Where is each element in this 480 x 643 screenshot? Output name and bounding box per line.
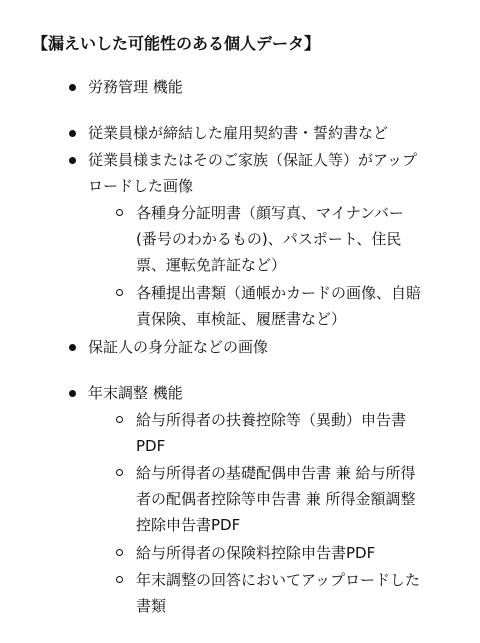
- list-item-line: 控除申告書PDF: [136, 516, 241, 534]
- list-item-line: 給与所得者の扶養控除等（異動）申告書: [136, 411, 407, 429]
- circle-bullet-icon: [116, 576, 123, 583]
- list-item-line: 給与所得者の保険料控除申告書PDF: [136, 544, 376, 562]
- circle-bullet-icon: [116, 289, 123, 296]
- list-item-labor-management: [88, 74, 183, 100]
- list-item-line: 責保険、車検証、履歴書など）: [136, 310, 347, 328]
- list-item-line: PDF: [136, 437, 166, 455]
- circle-bullet-icon: [116, 469, 123, 476]
- list-item-line: 年末調整 機能: [88, 384, 183, 402]
- circle-bullet-icon: [116, 549, 123, 556]
- list-item-line: 書類: [136, 597, 167, 615]
- list-item-line: 年末調整の回答においてアップロードした: [136, 571, 420, 589]
- list-item-guarantor-id: [88, 334, 268, 360]
- list-item-line: 者の配偶者控除等申告書 兼 所得金額調整: [136, 490, 416, 508]
- list-item-employment-contracts: [88, 120, 388, 146]
- sublist-item-spouse-deduction-form: [136, 460, 416, 538]
- list-item-line: 保証人の身分証などの画像: [88, 338, 269, 356]
- list-item-year-end-adjustment: [88, 380, 183, 406]
- list-item-line: 従業員様またはそのご家族（保証人等）がアップ: [88, 151, 417, 169]
- bullet-icon: [69, 390, 76, 397]
- sublist-item-dependent-deduction-form: [136, 407, 406, 459]
- list-item-uploaded-images: [88, 147, 417, 199]
- list-item-line: (番号のわかるもの)、パスポート、住民: [136, 230, 402, 248]
- list-item-line: 各種提出書類（通帳かカードの画像、自賠: [136, 284, 422, 302]
- sublist-item-id-documents: [136, 200, 404, 278]
- list-item-line: 従業員様が締結した雇用契約書・誓約書など: [88, 124, 389, 142]
- bullet-icon: [69, 130, 76, 137]
- list-item-line: ロードした画像: [88, 177, 194, 195]
- circle-bullet-icon: [116, 209, 123, 216]
- list-item-line: 各種身分証明書（顔写真、マイナンバー: [136, 204, 404, 222]
- circle-bullet-icon: [116, 416, 123, 423]
- sublist-item-insurance-deduction-form: [136, 540, 375, 566]
- document-heading: 【漏えいした可能性のある個人データ】: [32, 34, 321, 53]
- sublist-item-uploaded-documents: [136, 567, 420, 619]
- list-item-line: 給与所得者の基礎配偶申告書 兼 給与所得: [136, 464, 416, 482]
- bullet-icon: [69, 157, 76, 164]
- bullet-icon: [69, 84, 76, 91]
- sublist-item-submitted-documents: [136, 280, 421, 332]
- bullet-icon: [69, 344, 76, 351]
- list-item-line: 労務管理 機能: [88, 78, 183, 96]
- list-item-line: 票、運転免許証など）: [136, 256, 287, 274]
